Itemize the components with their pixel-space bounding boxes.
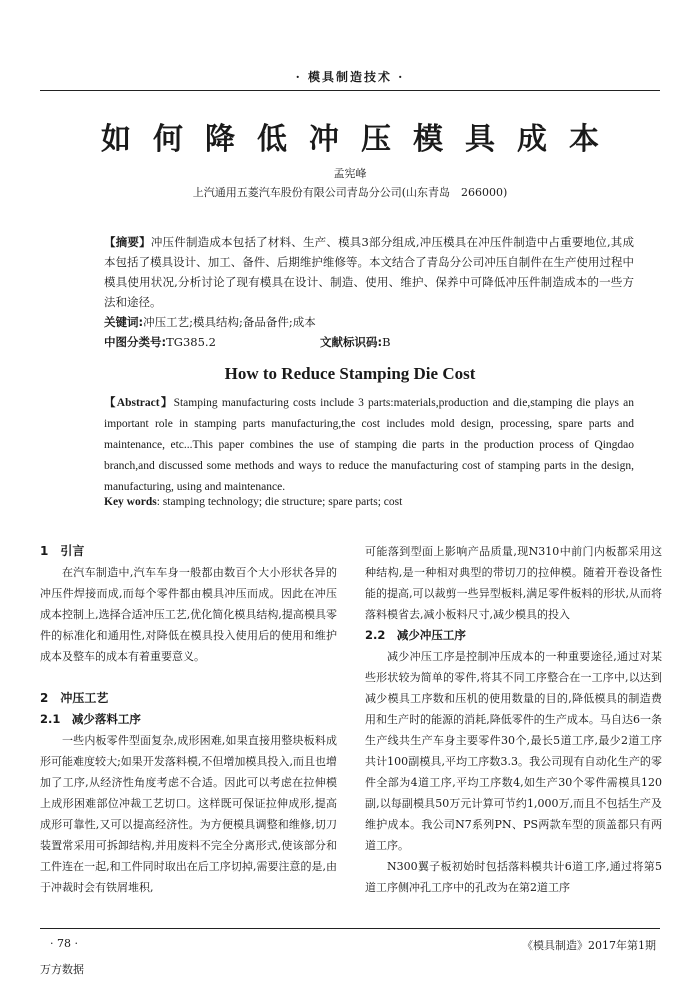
keywords-cn-text: 冲压工艺;模具结构;备品备件;成本	[143, 315, 316, 329]
footer-rule	[40, 928, 660, 929]
section-2-heading: 2 冲压工艺	[40, 691, 109, 705]
keywords-en-label: Key words	[104, 496, 157, 508]
abstract-cn-text: 冲压件制造成本包括了材料、生产、模具3部分组成,冲压模具在冲压件制造中占重要地位,其成本包括了模具设计、加工、备件、后期维护维修等。本文结合了青岛分公司冲压自制件在生产使用过程中模具使用状况,分析讨论了现有模具在设计、制造、使用、维护、保养中可降低冲压件制造成本的一些方法和途径。	[104, 235, 635, 309]
section-header: · 模具制造技术 ·	[295, 70, 405, 84]
spacer	[40, 667, 337, 688]
section-1-heading: 1 引言	[40, 544, 85, 558]
doc-code-value: B	[382, 335, 391, 349]
section-2-1-paragraph: 一些内板零件型面复杂,成形困难,如果直接用整块板料成形可能难度较大;如果开发落料模,不但增加模具投入,而且也增加了工序,从经济性角度考虑不合适。因此可以考虑在拉伸模上成形困难部位冲裁工艺切口。这样既可保证拉伸成形,提高成形可靠性,又可以提高经济性。为方便模具调整和维修,切刀装置常采用可拆卸结构,并用废料不完全分离形式,使该部分和工件连在一起,和工件同时取出在后工序切掉,需要注意的是,由于冲裁时会有铁屑堆积,	[40, 734, 337, 894]
article-title: 如何降低冲压模具成本	[101, 122, 621, 157]
keywords-en-text: : stamping technology; die structure; spare parts; cost	[156, 496, 403, 508]
section-1-paragraph: 在汽车制造中,汽车车身一般都由数百个大小形状各异的冲压件焊接而成,而每个零件都由模具冲压而成。因此在冲压成本控制上,选择合适冲压工艺,优化简化模具结构,提高模具零件的标准化和通用性,对降低在模具投入使用后的使用和维护成本及整车的成本有着重要意义。	[40, 566, 337, 663]
abstract-en-label: 【Abstract】	[104, 397, 174, 409]
clc-label: 中图分类号:	[104, 335, 167, 349]
doc-code-label: 文献标识码:	[320, 335, 383, 349]
section-2-2-heading: 2.2 减少冲压工序	[365, 628, 466, 642]
abstract-cn-label: 【摘要】	[104, 235, 151, 249]
section-2-2-paragraph: 减少冲压工序是控制冲压成本的一种重要途径,通过对某些形状较为简单的零件,将其不同工序整合在一工序中,以达到减少模具工序数和压机的使用数量的目的,降低模具的制造费用和生产时的能源的消耗,降低零件的生产成本。马自达6一条生产线共生产车身主要零件30个,最长5道工序,最少2道工序共计100副模具,平均工序数3.3。我公司现有自动化生产的零件全部为4道工序,平均工序数4,如生产30个零件需模具120副,以每副模具50万元计算可节约1,000万,而且不包括生产及维护成本。我公司N7系列PN、PS两款车型的顶盖都只有两道工序。	[365, 650, 662, 852]
watermark: 万方数据	[40, 963, 84, 976]
section-2-1-continued: 可能落到型面上影响产品质量,现N310中前门内板都采用这种结构,是一种相对典型的带切刀的拉伸模。随着开卷设备性能的提高,可以裁剪一些异型板料,满足零件板料的形状,从而将落料模省去,减小板料尺寸,减少模具的投入	[365, 545, 662, 621]
author: 孟宪峰	[333, 167, 367, 180]
section-2-1-heading: 2.1 减少落料工序	[40, 712, 141, 726]
body-right-column	[365, 541, 662, 898]
section-2-2-paragraph-2: N300翼子板初始时包括落料模共计6道工序,通过将第5道工序侧冲孔工序中的孔改为在第2道工序	[365, 860, 662, 894]
english-title: How to Reduce Stamping Die Cost	[224, 364, 476, 383]
abstract-cn	[104, 232, 634, 312]
clc-number	[104, 334, 216, 350]
clc-value: TG385.2	[166, 335, 216, 349]
keywords-cn-label: 关键词:	[104, 315, 144, 329]
doc-code	[320, 334, 391, 350]
page-number: · 78 ·	[50, 937, 78, 950]
journal-citation: 《模具制造》2017年第1期	[522, 939, 656, 952]
keywords-cn	[104, 314, 316, 330]
abstract-en-text: Stamping manufacturing costs include 3 parts:materials,production and die,stamping die plays an important role in stamping parts manufacturing,the cost includes mold design, processing, spare parts and maintenance, etc...This paper combines the use of stamping die parts in the production process of Qingdao branch,and discussed some methods and ways to reduce the manufacturing cost of stamping parts in the design, manufacturing, using and maintenance.	[104, 397, 634, 493]
keywords-en	[104, 492, 634, 513]
affiliation: 上汽通用五菱汽车股份有限公司青岛分公司(山东青岛 266000)	[192, 186, 508, 199]
header-rule	[40, 90, 660, 91]
abstract-en	[104, 393, 634, 498]
body-left-column	[40, 541, 337, 898]
